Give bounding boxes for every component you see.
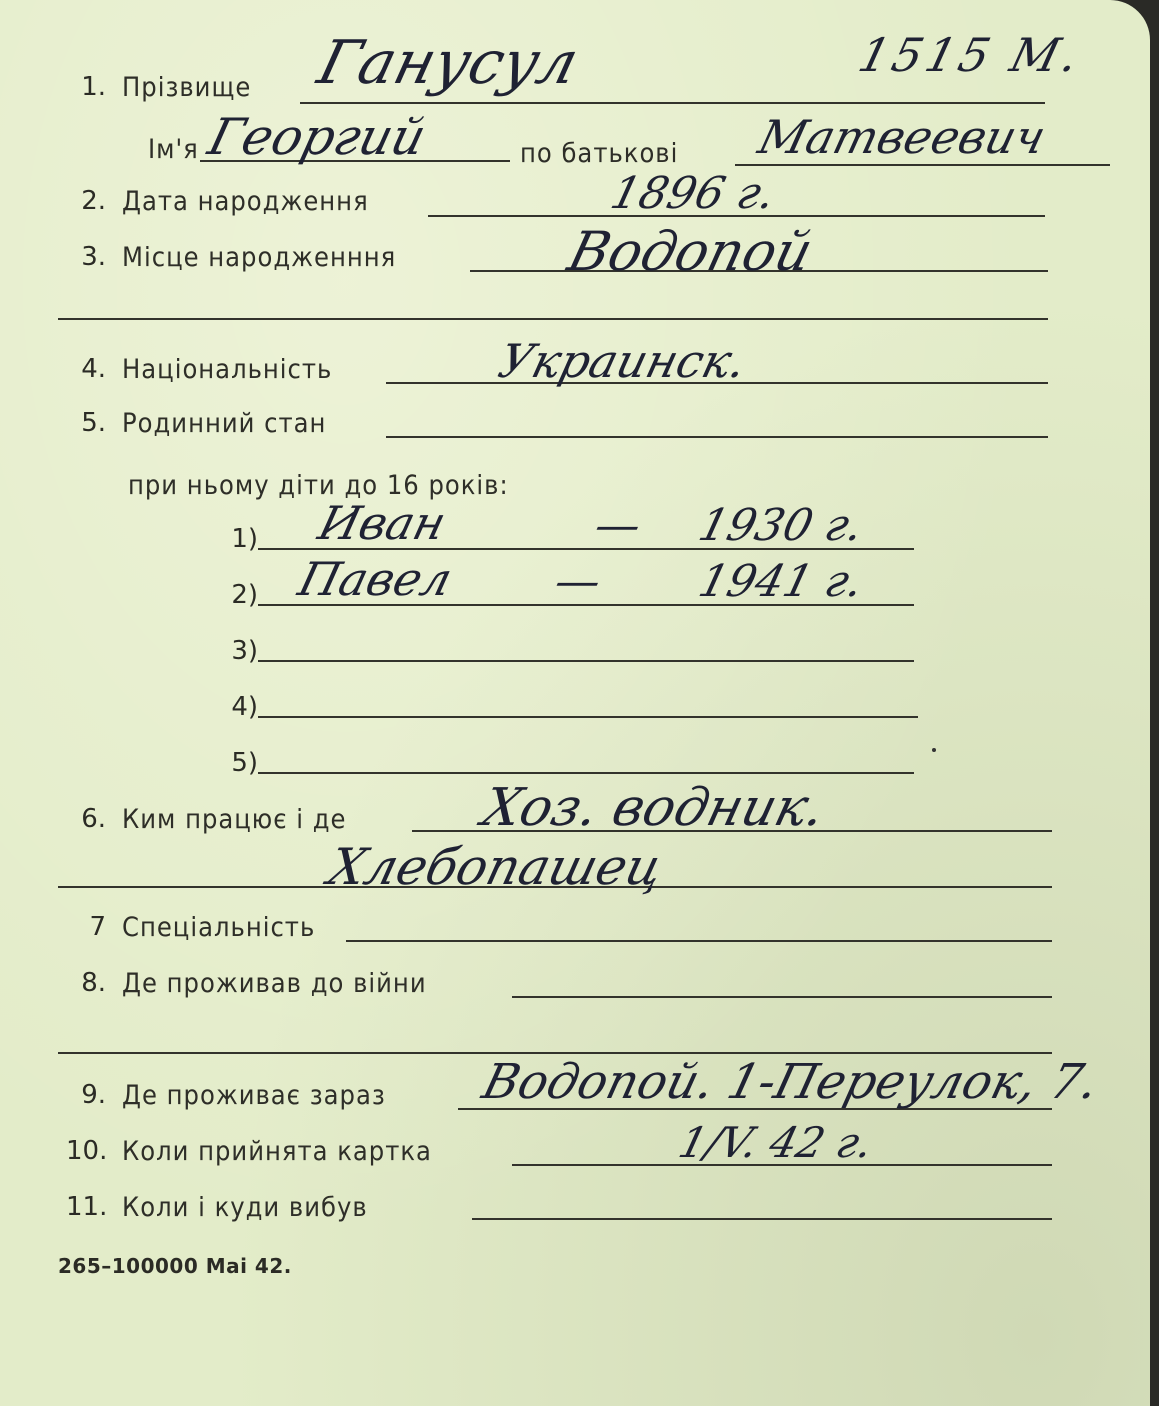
field-3-number: 3.: [81, 242, 106, 272]
child-5-line: [258, 772, 914, 774]
occupation-label: Ким працює і де: [122, 804, 347, 835]
child-1-name: Иван: [313, 496, 452, 550]
child-3-number: 3): [231, 636, 258, 666]
child-1-number: 1): [231, 524, 258, 554]
child-2-number: 2): [231, 580, 258, 610]
birth-place-value: Водопой: [562, 220, 819, 283]
child-2-dash: —: [549, 556, 607, 607]
child-5-number: 5): [231, 748, 258, 778]
field-5-number: 5.: [81, 408, 106, 438]
current-residence-label: Де проживає зараз: [122, 1080, 386, 1111]
card-number: 1515 M.: [853, 28, 1089, 82]
surname-label: Прізвище: [122, 72, 252, 103]
patronymic-value: Матвеевич: [753, 110, 1052, 164]
field-9-number: 9.: [81, 1080, 106, 1110]
family-status-label: Родинний стан: [122, 408, 327, 439]
birth-place-label: Місце народженння: [122, 242, 397, 273]
child-2-year: 1941 г.: [693, 556, 869, 607]
child-4-line: [258, 716, 918, 718]
field-1-number: 1.: [81, 72, 106, 102]
speciality-line: [346, 940, 1052, 942]
child-1-dash: —: [589, 500, 647, 551]
birth-date-label: Дата народження: [122, 186, 369, 217]
given-name-label: Ім'я: [148, 134, 199, 165]
nationality-label: Національність: [122, 354, 333, 385]
patronymic-label: по батькові: [520, 138, 679, 169]
child-1-year: 1930 г.: [693, 500, 869, 551]
speciality-label: Спеціальність: [122, 912, 316, 943]
field-7-number: 7: [89, 912, 106, 942]
field-4-number: 4.: [81, 354, 106, 384]
field-6-number: 6.: [81, 804, 106, 834]
given-name-value: Георгий: [202, 108, 432, 166]
ink-dot: [932, 748, 936, 752]
prewar-residence-label: Де проживав до війни: [122, 968, 427, 999]
birth-place-line-2: [58, 318, 1048, 320]
child-2-name: Павел: [293, 552, 458, 606]
child-4-number: 4): [231, 692, 258, 722]
surname-line: [300, 102, 1045, 104]
occupation-value: Хоз. водник.: [476, 778, 832, 838]
field-11-number: 11.: [66, 1192, 108, 1222]
occupation-value-2: Хлебопашец: [322, 838, 669, 896]
children-label: при ньому діти до 16 років:: [128, 470, 509, 501]
field-2-number: 2.: [81, 186, 106, 216]
current-residence-value: Водопой. 1-Переулок, 7.: [477, 1054, 1105, 1110]
card-accepted-label: Коли прийнята картка: [122, 1136, 432, 1167]
family-status-line: [386, 436, 1048, 438]
patronymic-line: [735, 164, 1110, 166]
departure-line: [472, 1218, 1052, 1220]
prewar-residence-line: [512, 996, 1052, 998]
field-8-number: 8.: [81, 968, 106, 998]
field-10-number: 10.: [66, 1136, 108, 1166]
print-code: 265–100000 Mai 42.: [58, 1254, 292, 1278]
child-3-line: [258, 660, 914, 662]
birth-date-value: 1896 г.: [605, 168, 781, 219]
nationality-value: Украинск.: [493, 334, 753, 388]
card-accepted-value: 1/V. 42 г.: [673, 1118, 879, 1167]
surname-value: Ганусул: [311, 28, 586, 98]
departure-label: Коли і куди вибув: [122, 1192, 368, 1223]
